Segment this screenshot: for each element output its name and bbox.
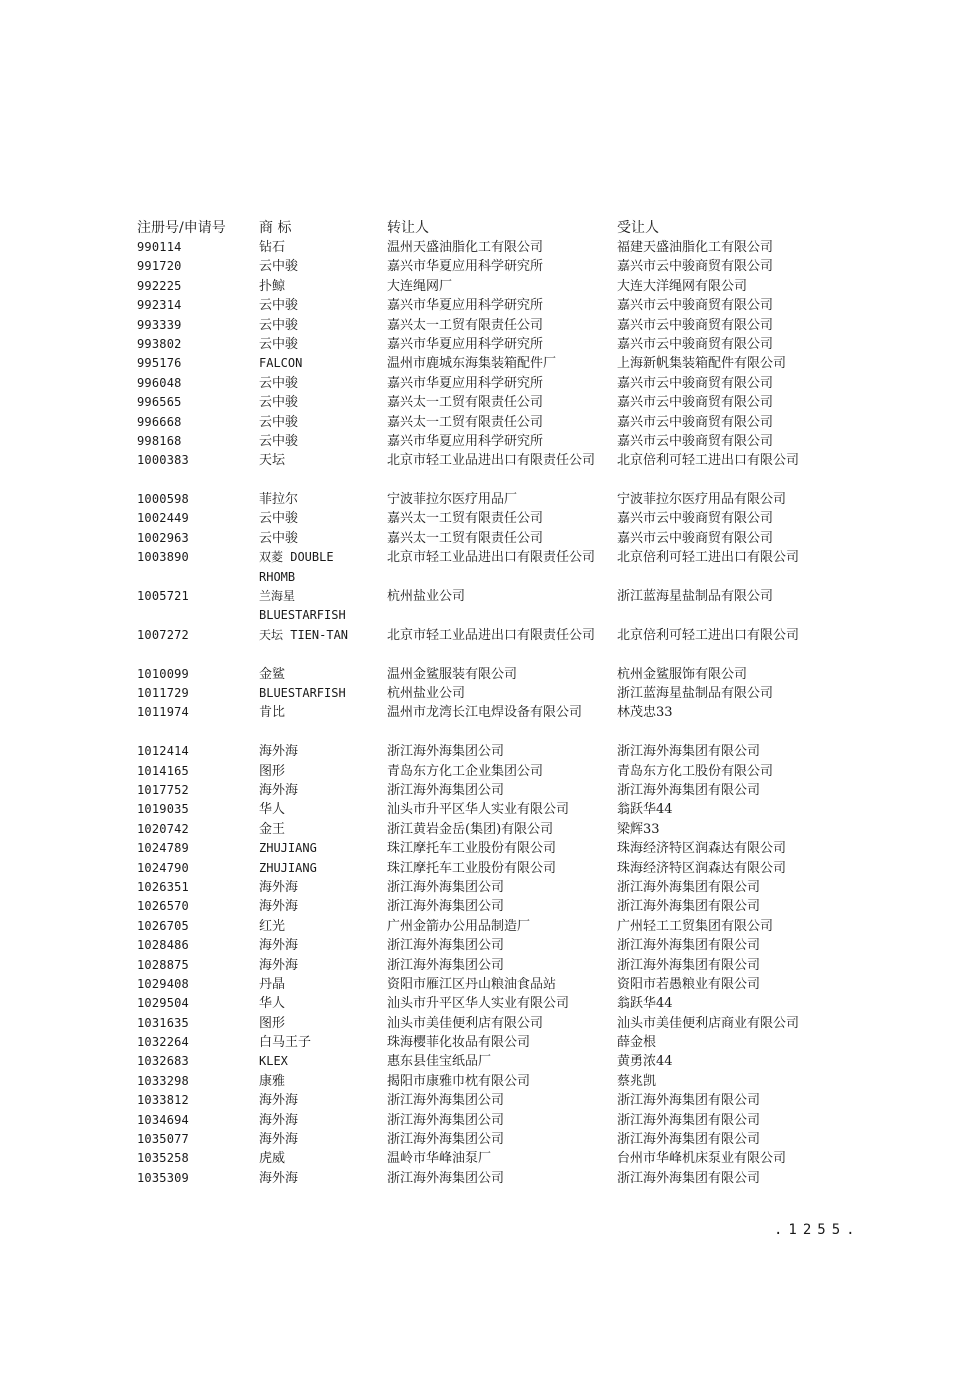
reg-no-cell: 1014165 bbox=[137, 763, 189, 778]
transferee-cell: 蔡兆凯 bbox=[617, 1073, 657, 1089]
reg-no-cell: 1024790 bbox=[137, 860, 189, 875]
mark-cell: 天坛 bbox=[259, 453, 286, 469]
transferor-cell: 宁波菲拉尔医疗用品厂 bbox=[387, 492, 518, 508]
mark-cell: 天坛 TIEN-TAN bbox=[259, 627, 349, 642]
reg-no-cell: 1029408 bbox=[137, 976, 189, 991]
mark-cell: 康雅 bbox=[259, 1073, 286, 1089]
transferor-cell: 汕头市升平区华人实业有限公司 bbox=[387, 802, 570, 818]
transferor-cell: 浙江海外海集团公司 bbox=[387, 899, 505, 915]
reg-no-cell: 1034694 bbox=[137, 1112, 189, 1127]
mark-cell: 云中骏 bbox=[259, 395, 299, 411]
transferee-cell: 薛金根 bbox=[617, 1035, 657, 1051]
table-row bbox=[137, 956, 857, 975]
transferor-cell: 嘉兴太一工贸有限责任公司 bbox=[387, 511, 544, 527]
transferor-cell: 温州市鹿城东海集装箱配件厂 bbox=[387, 356, 557, 372]
transferor-cell: 浙江海外海集团公司 bbox=[387, 1093, 505, 1109]
mark-cell: 华人 bbox=[259, 996, 286, 1012]
reg-no-cell: 1029504 bbox=[137, 996, 189, 1011]
transferor-cell: 嘉兴市华夏应用科学研究所 bbox=[387, 298, 544, 314]
mark-cell: 海外海 bbox=[259, 879, 299, 895]
reg-no-cell: 990114 bbox=[137, 240, 182, 254]
table-row bbox=[137, 1052, 857, 1071]
transferee-cell: 嘉兴市云中骏商贸有限公司 bbox=[617, 414, 774, 430]
table-row bbox=[137, 665, 857, 684]
transferor-cell: 浙江黄岩金岳(集团)有限公司 bbox=[387, 821, 554, 837]
header-mark: 商 标 bbox=[259, 220, 292, 236]
reg-no-cell: 1005721 bbox=[137, 589, 189, 604]
transferor-cell: 珠江摩托车工业股份有限公司 bbox=[387, 860, 557, 876]
transferee-cell: 资阳市若愚粮业有限公司 bbox=[617, 976, 761, 992]
mark-cell: 丹晶 bbox=[259, 976, 286, 992]
mark-cell: 扑鲸 bbox=[259, 278, 286, 294]
transferee-cell: 嘉兴市云中骏商贸有限公司 bbox=[617, 298, 774, 314]
reg-no-cell: 1000598 bbox=[137, 492, 189, 507]
transferee-cell: 福建天盛油脂化工有限公司 bbox=[617, 240, 774, 255]
mark-cell: 金王 bbox=[259, 821, 286, 837]
reg-no-cell: 993339 bbox=[137, 317, 182, 332]
reg-no-cell: 1028875 bbox=[137, 957, 189, 972]
transferor-cell: 汕头市美佳便利店有限公司 bbox=[387, 1015, 544, 1031]
mark-cell: 双菱 DOUBLE RHOMB bbox=[259, 550, 334, 584]
transferor-cell: 珠海樱菲化妆品有限公司 bbox=[387, 1035, 531, 1051]
table-row bbox=[137, 451, 857, 490]
transferor-cell: 揭阳市康雅巾枕有限公司 bbox=[387, 1073, 531, 1089]
transferor-cell: 嘉兴太一工贸有限责任公司 bbox=[387, 395, 544, 411]
table-row bbox=[137, 335, 857, 354]
table-row bbox=[137, 781, 857, 800]
reg-no-cell: 996048 bbox=[137, 375, 182, 390]
reg-no-cell: 1026570 bbox=[137, 899, 189, 914]
reg-no-cell: 1035258 bbox=[137, 1151, 189, 1166]
mark-cell: 虎威 bbox=[259, 1151, 286, 1167]
reg-no-cell: 1002449 bbox=[137, 511, 189, 526]
transferee-cell: 浙江蓝海星盐制品有限公司 bbox=[617, 589, 774, 605]
table-row bbox=[137, 432, 857, 451]
table-row bbox=[137, 529, 857, 548]
table-row bbox=[137, 354, 857, 373]
transferor-cell: 嘉兴市华夏应用科学研究所 bbox=[387, 375, 544, 391]
transferee-cell: 浙江海外海集团有限公司 bbox=[617, 1132, 761, 1148]
mark-cell: 红光 bbox=[259, 918, 286, 934]
table-row bbox=[137, 490, 857, 509]
mark-cell: 海外海 bbox=[259, 1093, 299, 1109]
transferor-cell: 杭州盐业公司 bbox=[387, 589, 466, 605]
reg-no-cell: 1010099 bbox=[137, 666, 189, 681]
mark-cell: 菲拉尔 bbox=[259, 492, 299, 508]
table-row bbox=[137, 1111, 857, 1130]
mark-cell: 海外海 bbox=[259, 1132, 299, 1148]
transferee-cell: 台州市华峰机床泵业有限公司 bbox=[617, 1151, 787, 1167]
transferee-cell: 浙江海外海集团有限公司 bbox=[617, 1170, 761, 1186]
transferee-cell: 青岛东方化工股份有限公司 bbox=[617, 763, 774, 779]
transferee-cell: 林茂忠33 bbox=[617, 705, 673, 721]
transferor-cell: 温州天盛油脂化工有限公司 bbox=[387, 240, 544, 255]
transferee-cell: 翁跃华44 bbox=[617, 996, 673, 1012]
table-body bbox=[137, 238, 857, 1188]
transferor-cell: 浙江海外海集团公司 bbox=[387, 879, 505, 895]
transferor-cell: 青岛东方化工企业集团公司 bbox=[387, 763, 544, 779]
transferee-cell: 浙江海外海集团有限公司 bbox=[617, 879, 761, 895]
mark-cell: 海外海 bbox=[259, 899, 299, 915]
table-row bbox=[137, 897, 857, 916]
header-transferee: 受让人 bbox=[617, 220, 659, 236]
table-row bbox=[137, 587, 857, 626]
table-row bbox=[137, 238, 857, 257]
table-row bbox=[137, 413, 857, 432]
transferee-cell: 大连大洋绳网有限公司 bbox=[617, 278, 748, 294]
reg-no-cell: 1011974 bbox=[137, 705, 189, 720]
mark-cell: 云中骏 bbox=[259, 375, 299, 391]
transferor-cell: 珠江摩托车工业股份有限公司 bbox=[387, 841, 557, 857]
transferee-cell: 上海新帆集装箱配件有限公司 bbox=[617, 356, 787, 372]
table-row bbox=[137, 936, 857, 955]
mark-cell: 云中骏 bbox=[259, 414, 299, 430]
transferor-cell: 嘉兴市华夏应用科学研究所 bbox=[387, 259, 544, 275]
transferee-cell: 北京倍利可轻工进出口有限公司 bbox=[617, 627, 800, 643]
transferor-cell: 资阳市雁江区丹山粮油食品站 bbox=[387, 976, 557, 992]
page-number: .1255. bbox=[774, 1222, 861, 1238]
reg-no-cell: 1024789 bbox=[137, 841, 189, 856]
transferor-cell: 温州市龙湾长江电焊设备有限公司 bbox=[387, 705, 583, 721]
table-row bbox=[137, 994, 857, 1013]
transferor-cell: 汕头市升平区华人实业有限公司 bbox=[387, 996, 570, 1012]
transferor-cell: 北京市轻工业品进出口有限责任公司 bbox=[387, 550, 596, 566]
table-row bbox=[137, 1091, 857, 1110]
reg-no-cell: 1003890 bbox=[137, 550, 189, 565]
reg-no-cell: 1035077 bbox=[137, 1132, 189, 1147]
table-row bbox=[137, 257, 857, 276]
transferee-cell: 浙江海外海集团有限公司 bbox=[617, 783, 761, 799]
reg-no-cell: 1028486 bbox=[137, 938, 189, 953]
table-row bbox=[137, 509, 857, 528]
table-row bbox=[137, 1033, 857, 1052]
transferor-cell: 浙江海外海集团公司 bbox=[387, 957, 505, 973]
reg-no-cell: 1031635 bbox=[137, 1015, 189, 1030]
mark-cell: 金鲨 bbox=[259, 666, 286, 682]
transferee-cell: 黄勇浓44 bbox=[617, 1054, 673, 1070]
transferee-cell: 杭州金鲨服饰有限公司 bbox=[617, 666, 748, 682]
mark-cell: 钻石 bbox=[259, 240, 286, 255]
mark-cell: 云中骏 bbox=[259, 259, 299, 275]
transferor-cell: 浙江海外海集团公司 bbox=[387, 744, 505, 760]
table-row bbox=[137, 1014, 857, 1033]
mark-cell: ZHUJIANG bbox=[259, 860, 317, 875]
reg-no-cell: 993802 bbox=[137, 336, 182, 351]
header-transferor: 转让人 bbox=[387, 220, 429, 236]
mark-cell: 白马王子 bbox=[259, 1035, 312, 1051]
table-row bbox=[137, 1072, 857, 1091]
reg-no-cell: 1000383 bbox=[137, 453, 189, 468]
reg-no-cell: 1033812 bbox=[137, 1093, 189, 1108]
table-row bbox=[137, 917, 857, 936]
transferee-cell: 嘉兴市云中骏商贸有限公司 bbox=[617, 511, 774, 527]
transferee-cell: 嘉兴市云中骏商贸有限公司 bbox=[617, 317, 774, 333]
table-row bbox=[137, 839, 857, 858]
reg-no-cell: 1012414 bbox=[137, 744, 189, 759]
reg-no-cell: 1002963 bbox=[137, 530, 189, 545]
table-row bbox=[137, 548, 857, 587]
transferee-cell: 浙江蓝海星盐制品有限公司 bbox=[617, 686, 774, 702]
table-row bbox=[137, 316, 857, 335]
table-row bbox=[137, 975, 857, 994]
transferee-cell: 浙江海外海集团有限公司 bbox=[617, 1112, 761, 1128]
transferee-cell: 梁辉33 bbox=[617, 821, 660, 837]
transferor-cell: 嘉兴太一工贸有限责任公司 bbox=[387, 530, 544, 546]
reg-no-cell: 1026351 bbox=[137, 879, 189, 894]
transfer-table bbox=[137, 218, 857, 1188]
reg-no-cell: 1032264 bbox=[137, 1035, 189, 1050]
transferee-cell: 嘉兴市云中骏商贸有限公司 bbox=[617, 375, 774, 391]
mark-cell: 图形 bbox=[259, 763, 286, 779]
reg-no-cell: 995176 bbox=[137, 356, 182, 371]
reg-no-cell: 998168 bbox=[137, 433, 182, 448]
reg-no-cell: 1017752 bbox=[137, 783, 189, 798]
reg-no-cell: 1020742 bbox=[137, 821, 189, 836]
reg-no-cell: 991720 bbox=[137, 259, 182, 274]
reg-no-cell: 1026705 bbox=[137, 918, 189, 933]
transferee-cell: 广州轻工工贸集团有限公司 bbox=[617, 918, 774, 934]
transferor-cell: 浙江海外海集团公司 bbox=[387, 1170, 505, 1186]
transferee-cell: 嘉兴市云中骏商贸有限公司 bbox=[617, 259, 774, 275]
mark-cell: 云中骏 bbox=[259, 298, 299, 314]
transferor-cell: 大连绳网厂 bbox=[387, 278, 453, 294]
table-row bbox=[137, 703, 857, 742]
mark-cell: 云中骏 bbox=[259, 317, 299, 333]
transferor-cell: 浙江海外海集团公司 bbox=[387, 1112, 505, 1128]
mark-cell: 华人 bbox=[259, 802, 286, 818]
mark-cell: 海外海 bbox=[259, 938, 299, 954]
transferee-cell: 浙江海外海集团有限公司 bbox=[617, 938, 761, 954]
mark-cell: 肯比 bbox=[259, 705, 286, 721]
transferor-cell: 嘉兴市华夏应用科学研究所 bbox=[387, 433, 544, 449]
mark-cell: 云中骏 bbox=[259, 511, 299, 527]
reg-no-cell: 996668 bbox=[137, 414, 182, 429]
transferee-cell: 嘉兴市云中骏商贸有限公司 bbox=[617, 530, 774, 546]
transferee-cell: 珠海经济特区润森达有限公司 bbox=[617, 841, 787, 857]
table-row bbox=[137, 762, 857, 781]
transferor-cell: 温岭市华峰油泵厂 bbox=[387, 1151, 492, 1167]
transferor-cell: 浙江海外海集团公司 bbox=[387, 938, 505, 954]
mark-cell: 海外海 bbox=[259, 744, 299, 760]
reg-no-cell: 1019035 bbox=[137, 802, 189, 817]
transferee-cell: 珠海经济特区润森达有限公司 bbox=[617, 860, 787, 876]
transferee-cell: 翁跃华44 bbox=[617, 802, 673, 818]
transferee-cell: 宁波菲拉尔医疗用品有限公司 bbox=[617, 492, 787, 508]
transferor-cell: 浙江海外海集团公司 bbox=[387, 783, 505, 799]
mark-cell: 海外海 bbox=[259, 957, 299, 973]
mark-cell: 兰海星 BLUESTARFISH bbox=[259, 589, 346, 623]
mark-cell: 海外海 bbox=[259, 1112, 299, 1128]
transferor-cell: 杭州盐业公司 bbox=[387, 686, 466, 702]
table-row bbox=[137, 374, 857, 393]
transferee-cell: 嘉兴市云中骏商贸有限公司 bbox=[617, 395, 774, 411]
reg-no-cell: 1032683 bbox=[137, 1054, 189, 1069]
transferee-cell: 浙江海外海集团有限公司 bbox=[617, 744, 761, 760]
transferee-cell: 北京倍利可轻工进出口有限公司 bbox=[617, 453, 800, 469]
mark-cell: 云中骏 bbox=[259, 530, 299, 546]
mark-cell: 云中骏 bbox=[259, 336, 299, 352]
mark-cell: 海外海 bbox=[259, 1170, 299, 1186]
transferor-cell: 嘉兴太一工贸有限责任公司 bbox=[387, 317, 544, 333]
mark-cell: BLUESTARFISH bbox=[259, 686, 346, 701]
reg-no-cell: 1035309 bbox=[137, 1170, 189, 1185]
mark-cell: 海外海 bbox=[259, 783, 299, 799]
table-row bbox=[137, 820, 857, 839]
table-row bbox=[137, 859, 857, 878]
reg-no-cell: 992314 bbox=[137, 298, 182, 313]
transferee-cell: 浙江海外海集团有限公司 bbox=[617, 1093, 761, 1109]
mark-cell: 图形 bbox=[259, 1015, 286, 1031]
table-row bbox=[137, 393, 857, 412]
reg-no-cell: 996565 bbox=[137, 395, 182, 410]
transferor-cell: 温州金鲨服装有限公司 bbox=[387, 666, 518, 682]
table-row bbox=[137, 684, 857, 703]
mark-cell: 云中骏 bbox=[259, 433, 299, 449]
transferee-cell: 浙江海外海集团有限公司 bbox=[617, 899, 761, 915]
table-row bbox=[137, 296, 857, 315]
table-row bbox=[137, 277, 857, 296]
mark-cell: KLEX bbox=[259, 1054, 288, 1069]
transferor-cell: 浙江海外海集团公司 bbox=[387, 1132, 505, 1148]
transferee-cell: 嘉兴市云中骏商贸有限公司 bbox=[617, 433, 774, 449]
table-row bbox=[137, 1169, 857, 1188]
table-row bbox=[137, 1130, 857, 1149]
table-row bbox=[137, 626, 857, 665]
transferor-cell: 惠东县佳宝纸品厂 bbox=[387, 1054, 492, 1070]
reg-no-cell: 1011729 bbox=[137, 686, 189, 701]
table-row bbox=[137, 1149, 857, 1168]
header-reg-no: 注册号/申请号 bbox=[137, 220, 226, 236]
transferor-cell: 广州金箭办公用品制造厂 bbox=[387, 918, 531, 934]
reg-no-cell: 1007272 bbox=[137, 627, 189, 642]
mark-cell: ZHUJIANG bbox=[259, 841, 317, 856]
transferor-cell: 嘉兴市华夏应用科学研究所 bbox=[387, 336, 544, 352]
table-row bbox=[137, 742, 857, 761]
reg-no-cell: 1033298 bbox=[137, 1073, 189, 1088]
mark-cell: FALCON bbox=[259, 356, 303, 371]
transferor-cell: 北京市轻工业品进出口有限责任公司 bbox=[387, 453, 596, 469]
transferee-cell: 北京倍利可轻工进出口有限公司 bbox=[617, 550, 800, 566]
table-row bbox=[137, 800, 857, 819]
transferor-cell: 北京市轻工业品进出口有限责任公司 bbox=[387, 627, 596, 643]
transferee-cell: 汕头市美佳便利店商业有限公司 bbox=[617, 1015, 800, 1031]
reg-no-cell: 992225 bbox=[137, 278, 182, 293]
transferor-cell: 嘉兴太一工贸有限责任公司 bbox=[387, 414, 544, 430]
table-row bbox=[137, 878, 857, 897]
transferee-cell: 嘉兴市云中骏商贸有限公司 bbox=[617, 336, 774, 352]
transferee-cell: 浙江海外海集团有限公司 bbox=[617, 957, 761, 973]
